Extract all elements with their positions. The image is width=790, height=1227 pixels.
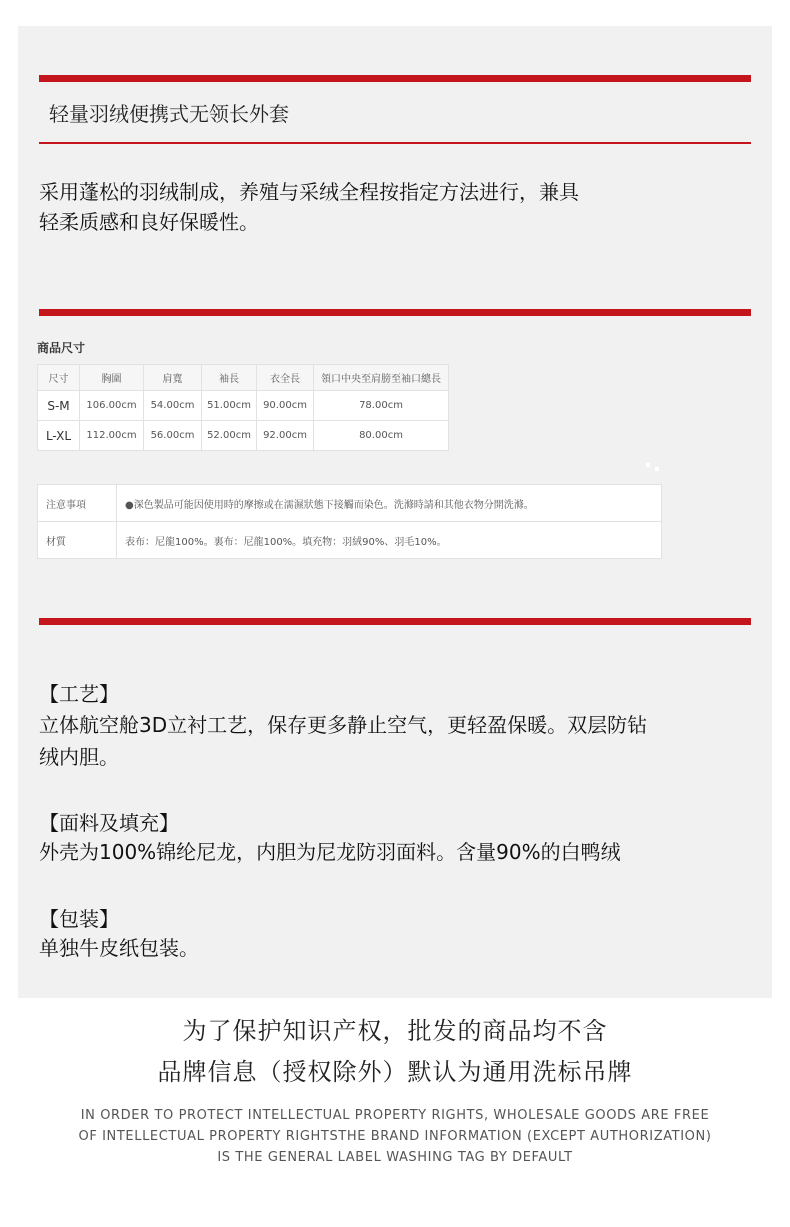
ip-notice-en-line: OF INTELLECTUAL PROPERTY RIGHTSTHE BRAND INFORMATION (EXCEPT AUTHORIZATION) xyxy=(78,1129,712,1144)
table-row xyxy=(38,391,449,421)
size-cell: 80.00cm xyxy=(314,421,449,451)
size-header-cell: 胸圍 xyxy=(80,365,144,391)
care-label: 注意事項 xyxy=(38,485,117,522)
fabric-line: 外壳为100%锦纶尼龙，内胆为尼龙防羽面料。含量90%的白鸭绒 xyxy=(39,840,621,864)
packaging-heading: 【包装】 xyxy=(39,907,119,931)
size-table-header-row xyxy=(38,365,449,391)
ip-notice-cn-line: 为了保护知识产权，批发的商品均不含 xyxy=(182,1017,608,1045)
size-cell: 112.00cm xyxy=(80,421,144,451)
material-label: 材質 xyxy=(38,522,117,559)
fabric-heading: 【面料及填充】 xyxy=(39,811,179,835)
size-cell: 52.00cm xyxy=(202,421,257,451)
fabric-body xyxy=(39,836,621,868)
size-cell: 92.00cm xyxy=(257,421,314,451)
size-cell: L-XL xyxy=(38,421,80,451)
material-value: 表布：尼龍100%。裏布：尼龍100%。填充物：羽絨90%、羽毛10%。 xyxy=(117,522,662,559)
packaging-body xyxy=(39,932,199,964)
intro-line: 轻柔质感和良好保暖性。 xyxy=(39,210,259,234)
ip-notice-en-line: IN ORDER TO PROTECT INTELLECTUAL PROPERTY RIGHTS, WHOLESALE GOODS ARE FREE xyxy=(80,1108,710,1123)
size-cell: 90.00cm xyxy=(257,391,314,421)
size-header-cell: 領口中央至肩膀至袖口總長 xyxy=(314,365,449,391)
craft-body xyxy=(39,709,647,773)
table-row xyxy=(38,485,662,522)
ip-notice-cn-line: 品牌信息（授权除外）默认为通用洗标吊牌 xyxy=(157,1058,633,1086)
product-title: 轻量羽绒便携式无领长外套 xyxy=(49,102,289,126)
size-header-cell: 尺寸 xyxy=(38,365,80,391)
intro-line: 采用蓬松的羽绒制成，养殖与采绒全程按指定方法进行，兼具 xyxy=(39,180,579,204)
craft-line: 立体航空舱3D立衬工艺，保存更多静止空气，更轻盈保暖。双层防钻 xyxy=(39,713,648,737)
size-cell: S-M xyxy=(38,391,80,421)
craft-line: 绒内胆。 xyxy=(39,745,119,769)
size-cell: 56.00cm xyxy=(144,421,202,451)
care-value: ●深色製品可能因使用時的摩擦或在濡濕狀態下接觸而染色。洗滌時請和其他衣物分開洗滌。 xyxy=(117,485,662,522)
size-cell: 78.00cm xyxy=(314,391,449,421)
ip-notice-en xyxy=(0,1105,790,1168)
care-material-table xyxy=(37,484,662,559)
craft-heading: 【工艺】 xyxy=(39,682,119,706)
size-cell: 106.00cm xyxy=(80,391,144,421)
title-bottom-rule xyxy=(39,142,751,144)
product-info-panel xyxy=(18,26,772,998)
table-row xyxy=(38,522,662,559)
details-section-rule xyxy=(39,618,751,625)
packaging-line: 单独牛皮纸包装。 xyxy=(39,936,199,960)
decorative-speck xyxy=(655,467,659,471)
size-cell: 51.00cm xyxy=(202,391,257,421)
size-header-cell: 肩寬 xyxy=(144,365,202,391)
size-table xyxy=(37,364,449,451)
size-section-rule xyxy=(39,309,751,316)
product-intro xyxy=(39,177,579,237)
size-table-caption: 商品尺寸 xyxy=(37,341,86,355)
title-top-rule xyxy=(39,75,751,82)
size-header-cell: 衣全長 xyxy=(257,365,314,391)
table-row xyxy=(38,421,449,451)
ip-notice-en-line: IS THE GENERAL LABEL WASHING TAG BY DEFAULT xyxy=(217,1150,573,1165)
size-header-cell: 袖長 xyxy=(202,365,257,391)
size-cell: 54.00cm xyxy=(144,391,202,421)
decorative-speck xyxy=(646,463,650,467)
